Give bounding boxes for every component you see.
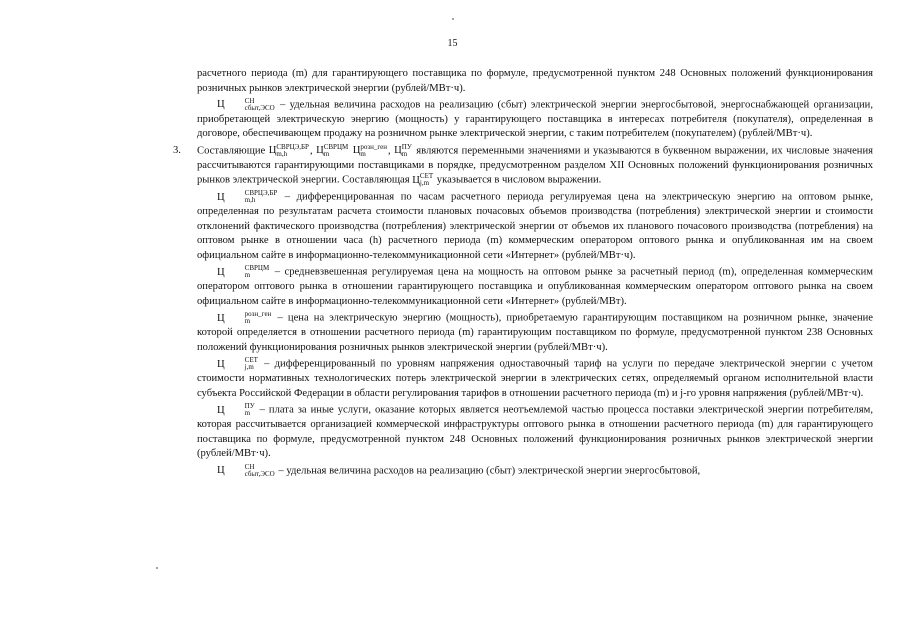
definition-c-svrcm xyxy=(197,265,873,309)
definition-c-set xyxy=(197,357,873,401)
formula-symbol: Ц СН сбыт,ЭСО xyxy=(217,97,275,112)
scan-speck xyxy=(156,567,158,569)
formula-symbol: Ц СВРЦМ m xyxy=(316,142,349,158)
definition-c-pu xyxy=(197,403,873,461)
definition-c-sbyt-eso-2 xyxy=(197,464,873,479)
formula-symbol: Ц ПУ m xyxy=(217,402,255,418)
definition-c-sbyt-eso xyxy=(197,98,873,142)
definition-text: – удельная величина расходов на реализацию (сбыт) электрической энергии энергосбытовой, энергоснабжающей организации, приобретающей электрическую энергию (мощность) у гарантирующего поставщика в интересах потребителя (покупателя), определенная в договоре, обеспечивающем продажу на розничном рынке электрической энергии, с таким потребителем (покупателем) (рублей/МВт·ч). xyxy=(197,99,873,140)
formula-symbol: Ц СВРЦЭ,БР m,h xyxy=(268,142,309,158)
formula-symbol: Ц СВРЦМ m xyxy=(217,264,270,280)
page-number: 15 xyxy=(447,38,458,49)
definition-text: – дифференцированный по уровням напряжения одноставочный тариф на услуги по передаче электрической энергии с учетом стоимости нормативных технологических потерь электрической энергии в электрических сетях, определяемый органом исполнительной власти субъекта Российской Федерации в области регулирования тарифов в отношении расчетного периода (m) и j-го уровня напряжения (рублей/МВт·ч). xyxy=(197,358,874,399)
formula-symbol: Ц ПУ m xyxy=(394,142,412,158)
definition-text: – плата за иные услуги, оказание которых является неотъемлемой частью процесса поставки электрической энергии потребителям, которая рассчитывается организацией коммерческой инфраструктуры оптового рынка в отношении расчетного периода (m) для гарантирующего поставщика по формуле, предусмотренной пунктом 248 Основных положений функционирования розничных рынков электрической энергии (рублей/МВт·ч). xyxy=(197,404,873,459)
formula-symbol: Ц розн_ген m xyxy=(217,310,272,326)
list-item-3 xyxy=(173,142,874,188)
definition-text: – цена на электрическую энергию (мощность), приобретаемую гарантирующим поставщиком на розничном рынке, значение которой определяется в отношении расчетного периода (m) гарантирующим поставщиком по формуле, предусмотренной пунктом 238 Основных положений функционирования розничных рынков электрической энергии (рублей/МВт·ч). xyxy=(197,312,873,353)
definition-text: – средневзвешенная регулируемая цена на мощность на оптовом рынке за расчетный период (m), определенная коммерческим оператором оптового рынка в отношении гарантирующего поставщика и опубликованная коммерческим оператором оптового рынка на своем официальном сайте в информационно-телекоммуникационной сети «Интернет» (рублей/МВт). xyxy=(197,266,873,307)
formula-symbol: Ц СН сбыт,ЭСО xyxy=(217,462,275,478)
definition-c-rozn-gen xyxy=(197,311,873,355)
formula-symbol: Ц СВРЦЭ,БР m,h xyxy=(217,189,278,205)
formula-symbol: Ц СЕТ j,m xyxy=(217,356,258,372)
formula-symbol: Ц розн_ген m xyxy=(352,142,387,158)
item-3-text: Составляющие Ц СВРЦЭ,БР m,h , Ц СВРЦМ m Ц розн_ген m , Ц ПУ m являются переменными значениями и указываются в буквенном выражении, их числовые значения рассчитываются гарантирующими поставщиками в порядке, предусмотренном разделом XII Основных положений функционирования розничных рынков электрической энергии. Составляющая Ц СЕТ j,m указывается в числовом выражении. xyxy=(197,142,874,188)
scan-speck xyxy=(452,18,454,20)
document-body xyxy=(173,67,874,480)
definition-text: – удельная величина расходов на реализацию (сбыт) электрической энергии энергосбытовой, xyxy=(278,464,701,476)
item-number: 3. xyxy=(173,144,181,156)
paragraph-continuation: расчетного периода (m) для гарантирующего поставщика по формуле, предусмотренной пунктом 248 Основных положений функционирования розничных рынков электрической энергии (рублей/МВт·ч). xyxy=(197,68,873,94)
definition-c-svrce-br xyxy=(197,190,873,263)
formula-symbol: Ц СЕТ j,m xyxy=(412,172,434,188)
definition-text: – дифференцированная по часам расчетного периода регулируемая цена на электрическую энергию на оптовом рынке, определенная по результатам расчета стоимости плановых почасовых объемов производства (потребления) электрической энергии и стоимости отклонений фактического производства (потребления) электрической энергии от объемов их планового почасового производства (потребления) на оптовом рынке в отношении часа (h) расчетного периода (m) коммерческим оператором оптового рынка и опубликованная им на своем официальном сайте в информационно-телекоммуникационной сети «Интернет» (рублей/МВт·ч). xyxy=(197,191,873,261)
